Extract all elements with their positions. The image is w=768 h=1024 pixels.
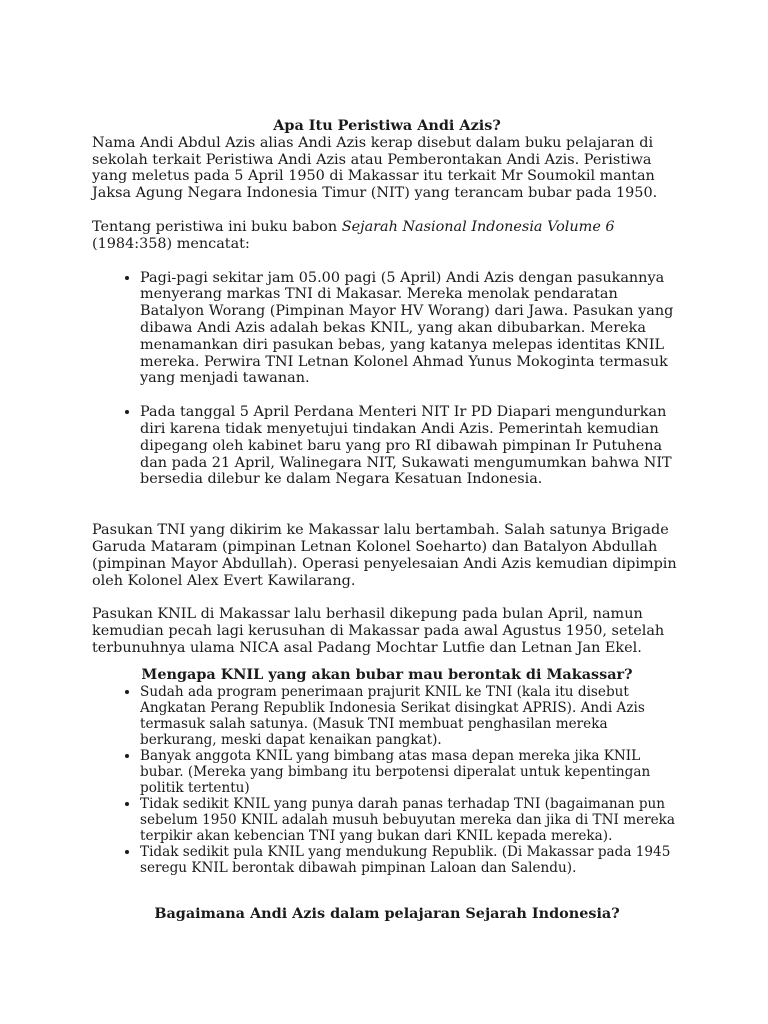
knil-paragraph: Pasukan KNIL di Makassar lalu berhasil dikepung pada bulan April, namun kemudian pecah lagi kerusuhan di Makassar pada awal Agustus 1950, setelah terbunuhnya ulama NICA asal Padang Mochtar Lutfie dan Letnan Jan Ekel. (92, 606, 665, 656)
reasons-list (92, 684, 682, 876)
source-paragraph (92, 219, 682, 253)
list-item: • Tidak sedikit pula KNIL yang mendukung Republik. (Di Makassar pada 1945 seregu KNIL berontak dibawah pimpinan Laloan dan Salendu). (140, 844, 682, 876)
list-item: • Banyak anggota KNIL yang bimbang atas masa depan mereka jika KNIL bubar. (Mereka yang bimbang itu berpotensi diperalat untuk kepentingan politik tertentu) (140, 748, 682, 796)
source-text-pre: Tentang peristiwa ini buku babon (92, 218, 342, 235)
book-title: Sejarah Nasional Indonesia Volume 6 (341, 218, 615, 235)
document-page (92, 118, 682, 922)
list-item: • Pada tanggal 5 April Perdana Menteri NIT Ir PD Diapari mengundurkan diri karena tidak menyetujui tindakan Andi Azis. Pemerintah kemudian dipegang oleh kabinet baru yang pro RI dibawah pimpinan Ir Putuhena dan pada 21 April, Walinegara NIT, Sukawati mengumumkan bahwa NIT bersedia dilebur ke dalam Negara Kesatuan Indonesia. (140, 404, 682, 488)
list-item: • Pagi-pagi sekitar jam 05.00 pagi (5 April) Andi Azis dengan pasukannya menyerang markas TNI di Makasar. Mereka menolak pendaratan Batalyon Worang (Pimpinan Mayor HV Worang) dari Jawa. Pasukan yang dibawa Andi Azis adalah bekas KNIL, yang akan dibubarkan. Mereka menamankan diri pasukan bebas, yang katanya melepas identitas KNIL mereka. Perwira TNI Letnan Kolonel Ahmad Yunus Mokoginta termasuk yang menjadi tawanan. (140, 270, 682, 388)
list-item: • Sudah ada program penerimaan prajurit KNIL ke TNI (kala itu disebut Angkatan Perang Republik Indonesia Serikat disingkat APRIS). Andi Azis termasuk salah satunya. (Masuk TNI membuat penghasilan mereka berkurang, meski dapat kenaikan pangkat). (140, 684, 682, 748)
list-item: • Tidak sedikit KNIL yang punya darah panas terhadap TNI (bagaimanan pun sebelum 1950 KNIL adalah musuh bebuyutan mereka dan jika di TNI mereka terpikir akan kebencian TNI yang bukan dari KNIL kepada mereka). (140, 796, 682, 844)
heading-apa-itu: Apa Itu Peristiwa Andi Azis? (273, 117, 501, 134)
heading-mengapa: Mengapa KNIL yang akan bubar mau berontak di Makassar? (141, 665, 633, 683)
source-text-post: (1984:358) mencatat: (92, 235, 250, 252)
events-list (92, 270, 682, 489)
heading-bagaimana: Bagaimana Andi Azis dalam pelajaran Sejarah Indonesia? (154, 904, 620, 922)
intro-paragraph: Nama Andi Abdul Azis alias Andi Azis kerap disebut dalam buku pelajaran di sekolah terkait Peristiwa Andi Azis atau Pemberontakan Andi Azis. Peristiwa yang meletus pada 5 April 1950 di Makassar itu terkait Mr Soumokil mantan Jaksa Agung Negara Indonesia Timur (NIT) yang terancam bubar pada 1950. (92, 134, 658, 202)
tni-paragraph: Pasukan TNI yang dikirim ke Makassar lalu bertambah. Salah satunya Brigade Garuda Mataram (pimpinan Letnan Kolonel Soeharto) dan Batalyon Abdullah (pimpinan Mayor Abdullah). Operasi penyelesaian Andi Azis kemudian dipimpin oleh Kolonel Alex Evert Kawilarang. (92, 522, 677, 589)
